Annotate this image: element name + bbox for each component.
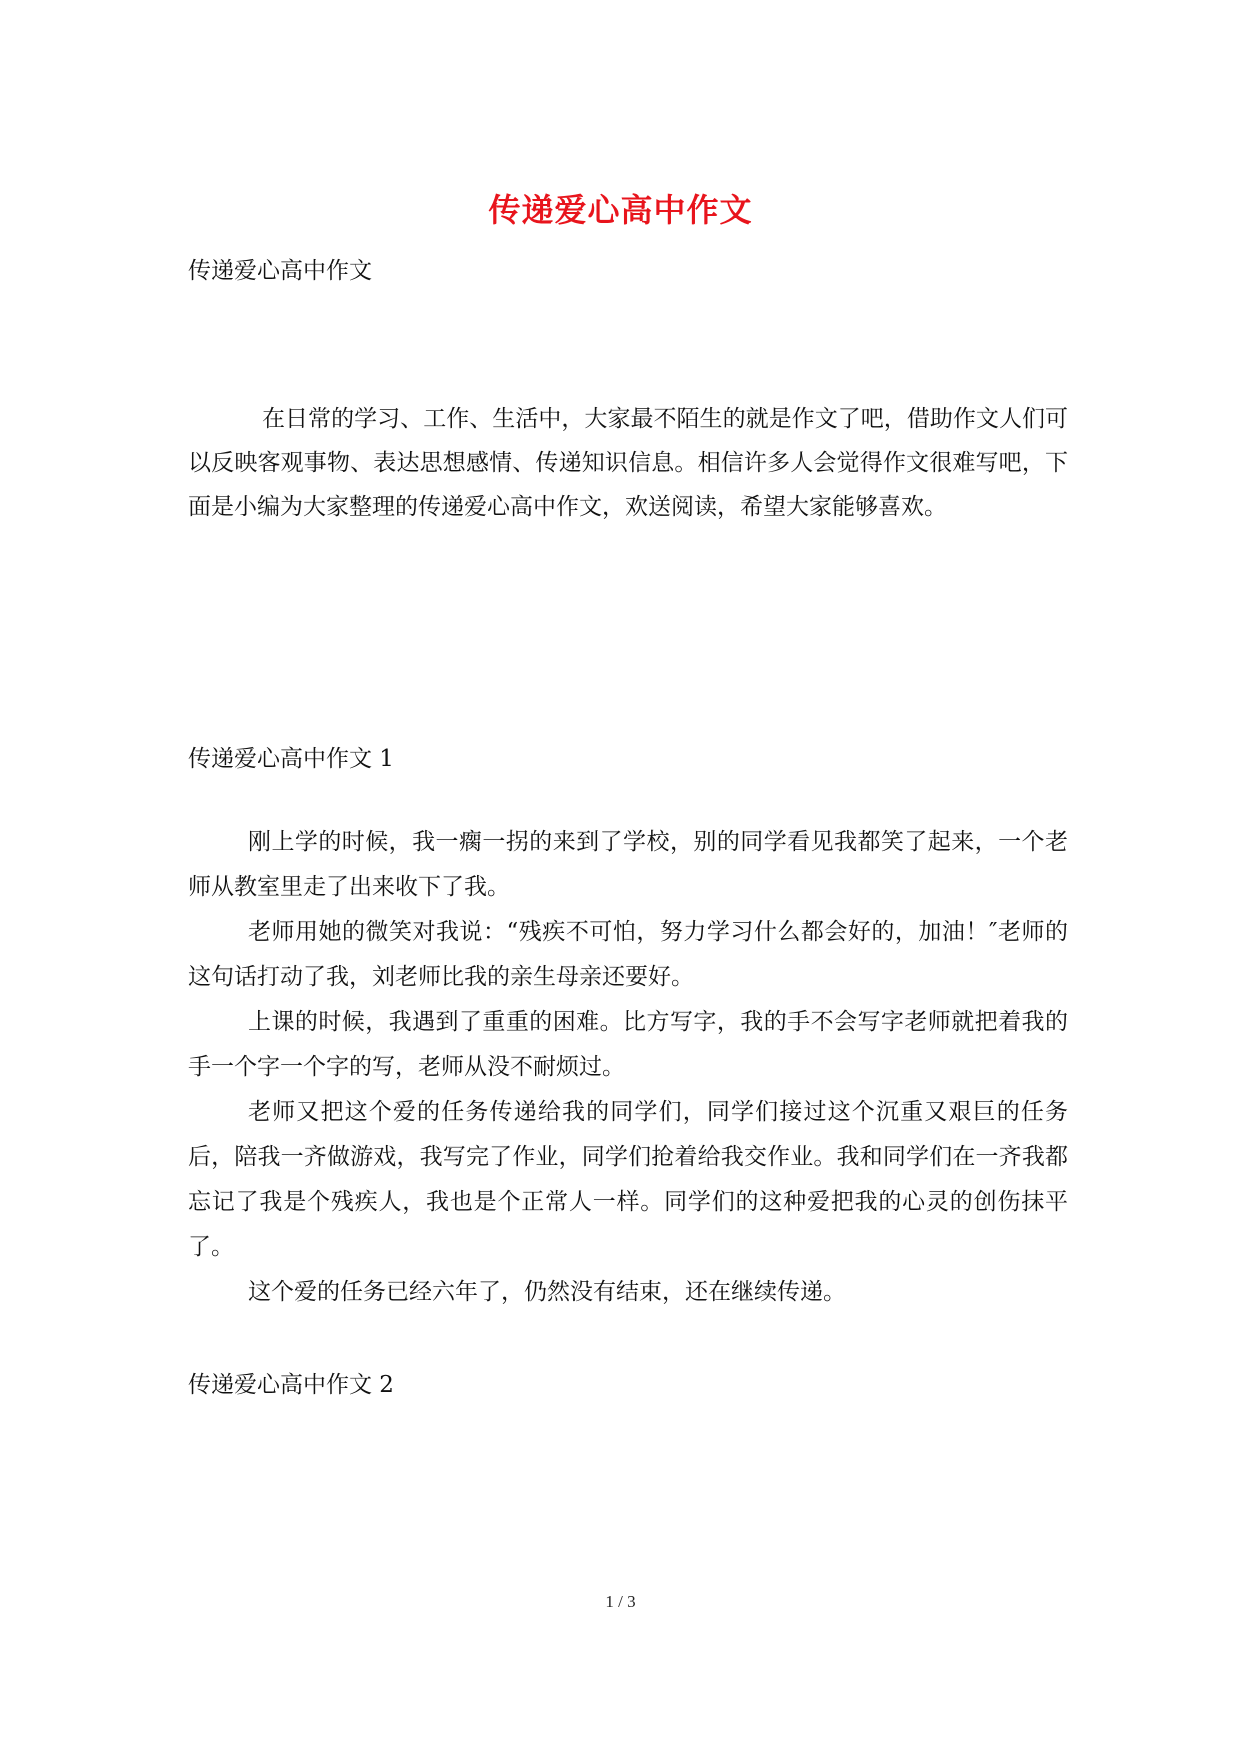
essay-1-paragraph-3: 上课的时候，我遇到了重重的困难。比方写字，我的手不会写字老师就把着我的手一个字一个字的写，老师从没不耐烦过。 bbox=[188, 1009, 1068, 1080]
document-title: 传递爱心高中作文 bbox=[488, 191, 753, 229]
essay-1-body bbox=[188, 820, 1068, 1315]
intro-section bbox=[188, 397, 1068, 529]
essay-1-paragraph-1: 刚上学的时候，我一瘸一拐的来到了学校，别的同学看见我都笑了起来，一个老师从教室里走了出来收下了我。 bbox=[188, 829, 1068, 900]
essay-1-paragraph-4: 老师又把这个爱的任务传递给我的同学们，同学们接过这个沉重又艰巨的任务后，陪我一齐做游戏，我写完了作业，同学们抢着给我交作业。我和同学们在一齐我都忘记了我是个残疾人，我也是个正常人一样。同学们的这种爱把我的心灵的创伤抹平了。 bbox=[188, 1099, 1068, 1260]
essay-1-paragraph-5: 这个爱的任务已经六年了，仍然没有结束，还在继续传递。 bbox=[248, 1279, 846, 1305]
document-subtitle: 传递爱心高中作文 bbox=[188, 258, 372, 284]
intro-paragraph: 在日常的学习、工作、生活中，大家最不陌生的就是作文了吧，借助作文人们可以反映客观事物、表达思想感情、传递知识信息。相信许多人会觉得作文很难写吧，下面是小编为大家整理的传递爱心高中作文，欢送阅读，希望大家能够喜欢。 bbox=[188, 406, 1068, 520]
essay-1-paragraph-2: 老师用她的微笑对我说：“残疾不可怕，努力学习什么都会好的，加油！″老师的这句话打动了我，刘老师比我的亲生母亲还要好。 bbox=[188, 919, 1068, 990]
essay-2-heading: 传递爱心高中作文 2 bbox=[188, 1372, 394, 1398]
page-number: 1 / 3 bbox=[605, 1592, 636, 1611]
essay-1-heading: 传递爱心高中作文 1 bbox=[188, 746, 394, 772]
